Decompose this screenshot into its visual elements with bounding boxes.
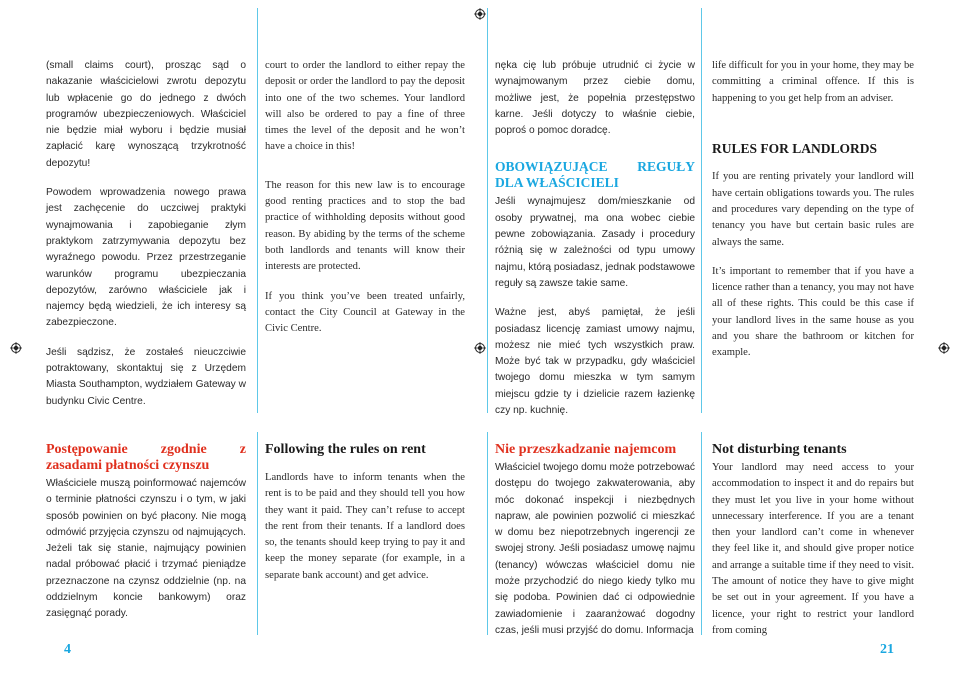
registration-mark-icon	[474, 8, 486, 20]
paragraph: Jeśli wynajmujesz dom/mieszkanie od osoby prywatnej, ma ona wobec ciebie pewne zobowiązania. Zasady i procedury różnią się w zależności od typu umowy najmu, którą posiadasz, jednak podstawowe reguły są zawsze takie same.	[495, 196, 695, 289]
registration-mark-icon	[10, 342, 22, 354]
column-rule	[257, 8, 258, 413]
top-column-1	[46, 58, 246, 423]
section-heading: Nie przeszkadzanie najemcom	[495, 442, 677, 457]
paragraph: court to order the landlord to either repay the deposit or order the landlord to pay the deposit into one of the two schemes. Your landlord will also be ordered to pay a fine of three times the level of the deposit and he won’t have a choice in this!	[265, 60, 465, 153]
top-column-4	[712, 58, 914, 375]
bottom-column-1	[46, 442, 246, 636]
column-rule	[257, 432, 258, 635]
bottom-column-3	[495, 442, 695, 652]
section-heading: Postępowanie zgodnie z zasadami płatności czynszu	[46, 442, 246, 473]
registration-mark-icon	[474, 342, 486, 354]
bottom-column-2	[265, 442, 465, 597]
section-heading: Not disturbing tenants	[712, 442, 847, 457]
paragraph: Ważne jest, abyś pamiętał, że jeśli posiadasz licencję zamiast umowy najmu, możesz nie mieć tych wszystkich praw. Może być tak w przypadku, gdy właściciel twojego domu mieszka w tym samym miejscu gdzie ty i dzielicie razem łazienkę czy np. kuchnię.	[495, 307, 695, 417]
paragraph: Your landlord may need access to your accommodation to inspect it and do repairs but they must let you live in your home without unnecessary interference. If you are a tenant then your landlord can’t come in whenever they feel like it, and should give proper notice and arrange a suitable time if they need to visit. The amount of notice they have to give might be set out in your agreement. If you have a licence, your right to restrict your landlord from coming	[712, 462, 914, 636]
column-rule	[487, 8, 488, 413]
paragraph: Właściciele muszą poinformować najemców o terminie płatności czynszu i o tym, w jaki sposób powinien on być płacony. Nie mogą odmówić przyjęcia czynszu od najmujących. Jeżeli tak się stanie, najmujący powinien nadal próbować płacić i trzymać pieniądze przeznaczone na czynsz oddzielnie (np. na oddzielnym koncie bankowym) oraz zasięgnąć porady.	[46, 478, 246, 620]
paragraph: life difficult for you in your home, they may be committing a criminal offence. If this is happening to you get help from an adviser.	[712, 60, 914, 104]
paragraph: Jeśli sądzisz, że zostałeś nieuczciwie potraktowany, skontaktuj się z Urzędem Miasta Southampton, wydziałem Gateway w budynku Civic Centre.	[46, 346, 246, 407]
paragraph: (small claims court), prosząc sąd o nakazanie właścicielowi zwrotu depozytu lub wpłacenie go do jednego z dwóch programów ubezpieczeniowych. Właściciel nie będzie miał wyboru i będzie musiał zapłacić karę wynoszącą trzykrotność depozytu!	[46, 60, 246, 169]
paragraph: Powodem wprowadzenia nowego prawa jest zachęcenie do uczciwej praktyki wynajmowania i zapobieganie złym praktykom zatrzymywania depozytu bez wyraźnego powodu. Przez przestrzeganie warunków programu ubezpieczania depozytów, zarówno właściciele jak i najemcy będą wiedzieli, że ich interesy są zabezpieczone.	[46, 187, 246, 329]
paragraph: nęka cię lub próbuje utrudnić ci życie w wynajmowanym przez ciebie domu, możliwe jest, że popełnia przestępstwo karne. Jeśli dotyczy to właśnie ciebie, poproś o pomoc doradcę.	[495, 60, 695, 137]
page-number-right: 21	[880, 642, 894, 657]
column-rule	[701, 8, 702, 413]
section-heading: RULES FOR LANDLORDS	[712, 140, 878, 156]
section-heading: Following the rules on rent	[265, 442, 426, 457]
column-rule	[701, 432, 702, 635]
paragraph: Landlords have to inform tenants when the rent is to be paid and they should tell you how they want it paid. They can’t refuse to accept the rent from their tenants. If a landlord does so, the tenants should keep trying to pay it and keep the money separate (for example, in a separate bank account) and get advice.	[265, 472, 465, 581]
paragraph: It’s important to remember that if you have a licence rather than a tenancy, you may not have all of these rights. This could be this case if your landlord lives in the same house as you and you share the bathroom or kitchen for example.	[712, 265, 914, 359]
registration-mark-icon	[938, 342, 950, 354]
paragraph: If you think you’ve been treated unfairly, contact the City Council at Gateway in the Civic Centre.	[265, 290, 465, 335]
paragraph: Właściciel twojego domu może potrzebować dostępu do twojego zakwaterowania, aby móc dokonać inspekcji i niezbędnych napraw, ale powinien pozwolić ci mieszkać w domu bez niepotrzebnych ingerencji ze swojej strony. Jeśli posiadasz umowę najmu (tenancy) wówczas właściciel domu nie może przychodzić do niego kiedy tylko mu się podoba. Powinien dać ci odpowiednie zawiadomienie i zaaranżować dogodny czas, jeśli musi przyjść do domu. Informacja	[495, 462, 695, 636]
section-heading: OBOWIĄZUJĄCE REGUŁY DLA WŁAŚCICIELI	[495, 159, 695, 190]
paragraph: The reason for this new law is to encourage good renting practices and to stop the bad practice of withholding deposits without good reason. By abiding by the terms of the scheme both landlords and tenants will know their interests are protected.	[265, 179, 465, 273]
bottom-column-4	[712, 442, 914, 652]
paragraph: If you are renting privately your landlord will have certain obligations towards you. The rules and procedures vary depending on the type of tenancy you have but certain basic rules are always the same.	[712, 171, 914, 248]
page-number-left: 4	[64, 642, 71, 657]
column-rule	[487, 432, 488, 635]
top-column-2	[265, 58, 465, 350]
top-column-3	[495, 58, 695, 432]
